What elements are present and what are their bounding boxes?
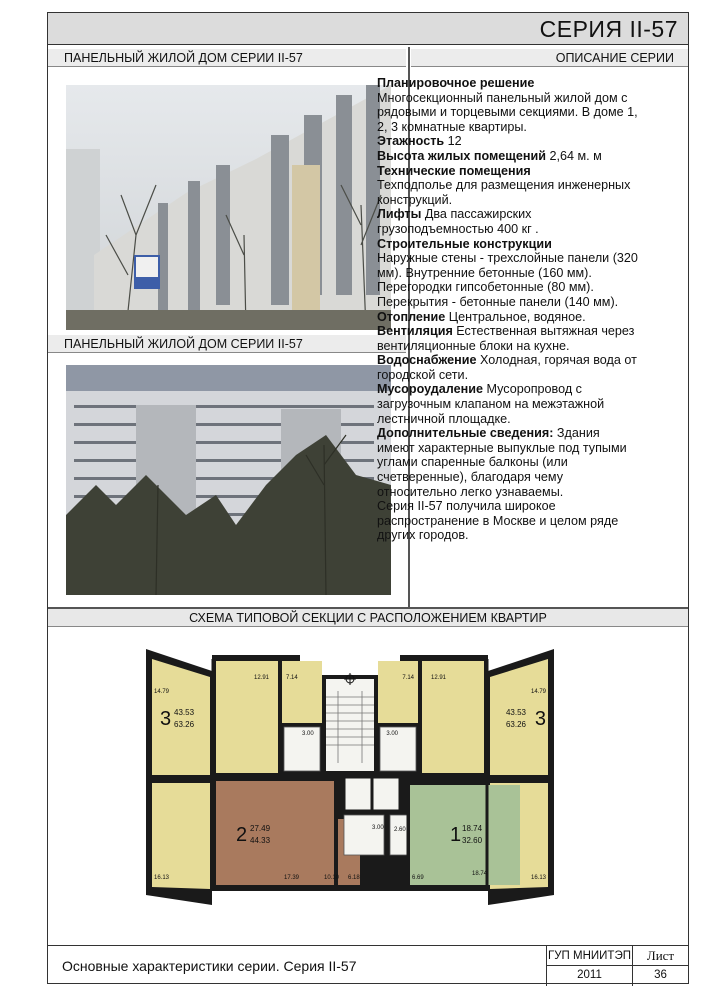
description-item (377, 237, 639, 252)
description-label: Этажность (377, 134, 445, 149)
description-text (377, 76, 639, 543)
apt-2-r3: 6.18 (348, 875, 360, 881)
floor-plan (100, 635, 600, 913)
description-title-text: ОПИСАНИЕ СЕРИИ (555, 51, 674, 65)
building-photo-1 (66, 85, 391, 330)
apt-left3-r5: 16.13 (154, 875, 170, 881)
apt-2-r1: 17.39 (284, 875, 300, 881)
description-label: Планировочное решение (377, 76, 535, 90)
photo1-caption (48, 49, 406, 67)
apt-left3-r2: 12.91 (254, 675, 270, 681)
footer-title: Основные характеристики серии. Серия II-57 (62, 958, 357, 974)
footer (48, 945, 688, 985)
description-label: Дополнительные сведения: (377, 426, 554, 441)
apt-left3-total: 63.26 (174, 720, 195, 729)
photo2-caption-text: ПАНЕЛЬНЫЙ ЖИЛОЙ ДОМ СЕРИИ II-57 (64, 337, 303, 351)
description-value: Центральное, водяное. (445, 309, 586, 324)
photo2-caption (48, 335, 406, 353)
description-label: Мусороудаление (377, 382, 483, 397)
description-item (377, 499, 639, 543)
description-label: Лифты (377, 207, 422, 222)
apt-1-rooms: 1 (450, 824, 462, 846)
apt-2-rooms: 2 (236, 824, 248, 846)
description-value: Мусоропровод с загрузочным клапаном на межэтажной лестничной площадке. (377, 382, 605, 426)
apt-right3-r2: 12.91 (430, 675, 446, 681)
description-item (377, 426, 639, 499)
description-label: Технические помещения (377, 163, 531, 178)
building-photo-2 (66, 365, 391, 595)
header-bar (48, 13, 688, 45)
footer-year: 2011 (577, 969, 602, 981)
apt-right3-total: 63.26 (505, 720, 526, 729)
description-item (377, 134, 639, 149)
apt-right3-r5: 16.13 (530, 875, 546, 881)
description-value: Холодная, горячая вода от городской сети. (377, 353, 637, 382)
description-item (377, 324, 639, 353)
description-value: Естественная вытяжная через вентиляционные блоки на кухне. (377, 324, 635, 353)
apt-left3-living: 43.53 (174, 708, 195, 717)
description-value: Серия II-57 получила широкое распространение в Москве и целом ряде других городов. (377, 499, 619, 543)
footer-sheet-cell (632, 946, 688, 986)
description-item (377, 178, 639, 207)
apt-1-r2: 6.69 (412, 875, 424, 881)
description-value: Многосекционный панельный жилой дом с рядовыми и торцевыми секциями. В доме 1, 2, 3 комнатные квартиры. (377, 90, 638, 134)
apt-left3-rooms: 3 (160, 708, 172, 730)
description-item (377, 310, 639, 325)
apt-left3-r1: 14.79 (154, 689, 170, 695)
description-item (377, 207, 639, 236)
plan-title (48, 609, 688, 627)
description-item (377, 164, 639, 179)
description-label: Высота жилых помещений (377, 148, 547, 163)
apt-1-r1: 18.74 (472, 871, 488, 877)
plan-title-text: СХЕМА ТИПОВОЙ СЕКЦИИ С РАСПОЛОЖЕНИЕМ КВАРТИР (189, 611, 547, 625)
apt-1-r3: 2.60 (394, 827, 406, 833)
apt-2-r4: 3.00 (372, 825, 384, 831)
description-value: 2,64 м. м (546, 148, 602, 163)
footer-sheet-label: Лист (633, 946, 688, 966)
apt-1-total: 32.60 (462, 836, 483, 845)
description-item (377, 91, 639, 135)
apt-right3-rooms: 3 (534, 708, 546, 730)
description-value: Наружные стены - трехслойные панели (320 мм). Внутренние бетонные (160 мм). Перегородки гипсобетонные (80 мм). Перекрытия - бетонные панели (140 мм). (377, 251, 638, 309)
apt-right3-living: 43.53 (505, 708, 526, 717)
footer-sheet-number: 36 (654, 969, 667, 981)
apt-1-living: 18.74 (462, 824, 483, 833)
apt-2-living: 27.49 (250, 824, 271, 833)
description-value: Здания имеют характерные выпуклые под тупыми углами спаренные балконы (или счетверенные), благодаря чему относительно легко узнаваемы. (377, 426, 627, 499)
apt-left3-r4: 3.00 (302, 731, 314, 737)
description-label: Вентиляция (377, 324, 453, 339)
footer-org: ГУП МНИИТЭП (547, 946, 632, 966)
series-title: СЕРИЯ II-57 (539, 16, 678, 42)
apt-right3-r1: 14.79 (530, 689, 546, 695)
description-label: Отопление (377, 309, 446, 324)
description-label: Строительные конструкции (377, 236, 552, 251)
description-item (377, 76, 639, 91)
description-item (377, 149, 639, 164)
description-value: Техподполье для размещения инженерных конструкций. (377, 178, 631, 207)
apt-2-total: 44.33 (250, 836, 271, 845)
description-item (377, 251, 639, 309)
description-item (377, 382, 639, 426)
apt-right3-r4: 3.00 (386, 731, 398, 737)
description-title (411, 49, 688, 67)
footer-org-cell (546, 946, 632, 986)
apt-right3-r3: 7.14 (402, 675, 414, 681)
photo1-caption-text: ПАНЕЛЬНЫЙ ЖИЛОЙ ДОМ СЕРИИ II-57 (64, 51, 303, 65)
description-value: Два пассажирских грузоподъемностью 400 кг . (377, 207, 539, 236)
description-value: 12 (444, 134, 462, 149)
apt-2-r2: 10.10 (324, 875, 340, 881)
apt-left3-r3: 7.14 (286, 675, 298, 681)
description-label: Водоснабжение (377, 353, 477, 368)
description-item (377, 353, 639, 382)
apt-1 (410, 785, 520, 885)
